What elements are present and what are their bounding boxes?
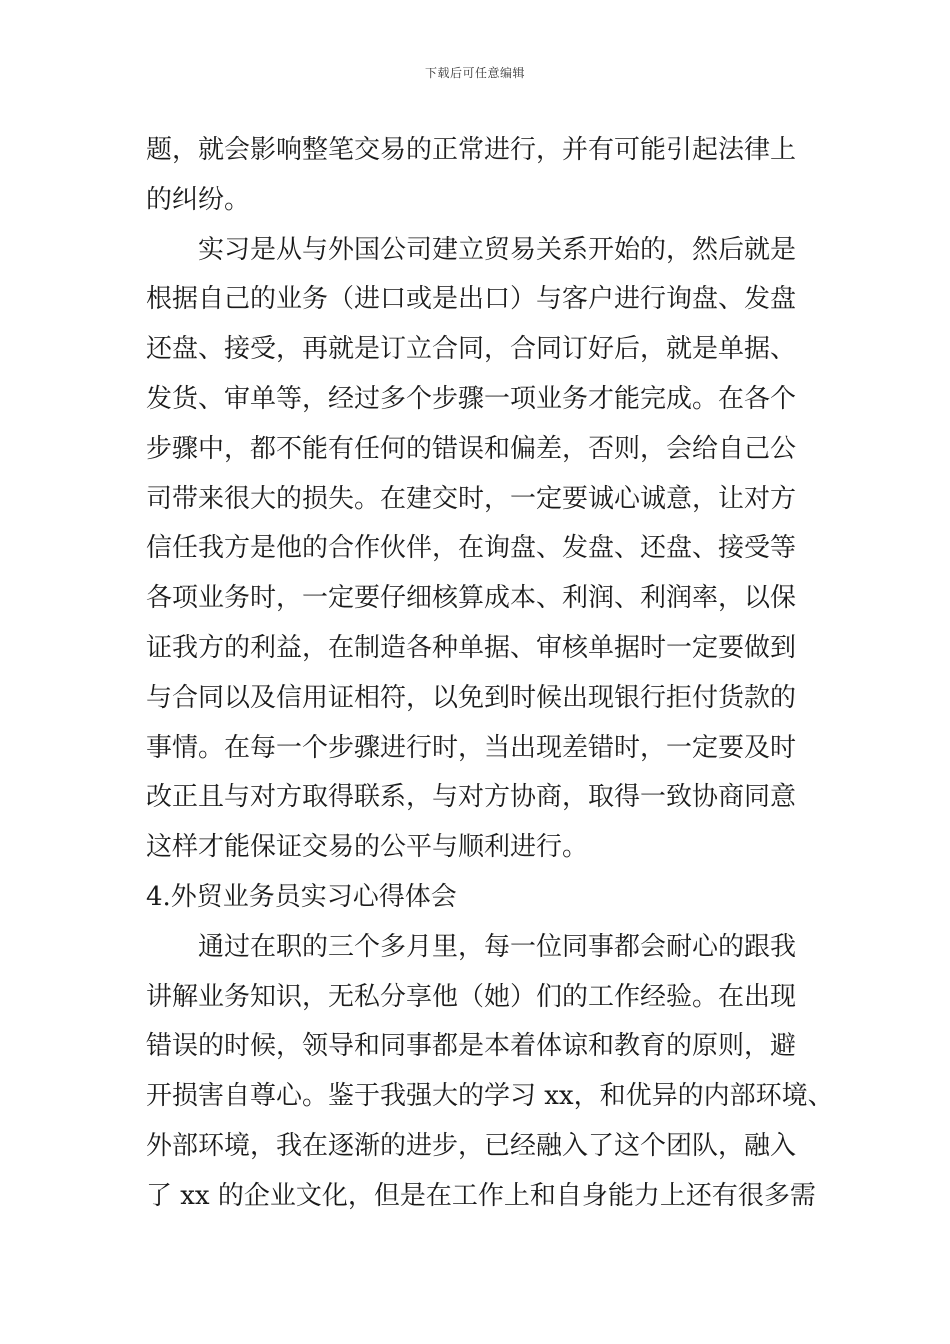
text-line: 这样才能保证交易的公平与顺利进行。 — [146, 832, 589, 863]
text-line: 的纠纷。 — [146, 184, 251, 215]
text-line: 根据自己的业务（进口或是出口）与客户进行询盘、发盘 — [146, 284, 797, 315]
text-line: 与合同以及信用证相符，以免到时候出现银行拒付货款的 — [146, 682, 797, 713]
text-line: 信任我方是他的合作伙伴，在询盘、发盘、还盘、接受等 — [146, 533, 797, 564]
text-line: 错误的时候，领导和同事都是本着体谅和教育的原则，避 — [146, 1031, 797, 1062]
text-line: 题，就会影响整笔交易的正常进行，并有可能引起法律上 — [146, 135, 797, 165]
text-line: 讲解业务知识，无私分享他（她）们的工作经验。在出现 — [146, 981, 797, 1012]
text-line: 外部环境，我在逐渐的进步，已经融入了这个团队，融入 — [146, 1130, 797, 1161]
text-line: 发货、审单等，经过多个步骤一项业务才能完成。在各个 — [146, 383, 797, 414]
text-line: 还盘、接受，再就是订立合同，合同订好后，就是单据、 — [146, 334, 797, 365]
text-line: 证我方的利益，在制造各种单据、审核单据时一定要做到 — [146, 632, 797, 663]
document-body — [146, 126, 834, 1222]
text-line: 了 xx 的企业文化，但是在工作上和自身能力上还有很多需 — [146, 1180, 816, 1211]
text-line: 开损害自尊心。鉴于我强大的学习 xx，和优异的内部环境、 — [146, 1081, 834, 1112]
text-line: 各项业务时，一定要仔细核算成本、利润、利润率，以保 — [146, 583, 797, 614]
section-heading: 4.外贸业务员实习心得体会 — [146, 881, 457, 912]
text-line: 事情。在每一个步骤进行时，当出现差错时，一定要及时 — [146, 732, 797, 763]
page-header: 下载后可任意编辑 — [424, 66, 525, 80]
text-line: 改正且与对方取得联系，与对方协商，取得一致协商同意 — [146, 782, 797, 813]
paragraph-start-line: 通过在职的三个多月里，每一位同事都会耐心的跟我 — [146, 931, 797, 962]
text-line: 司带来很大的损失。在建交时，一定要诚心诚意，让对方 — [146, 483, 797, 514]
paragraph-start-line: 实习是从与外国公司建立贸易关系开始的，然后就是 — [146, 234, 797, 265]
text-line: 步骤中，都不能有任何的错误和偏差，否则，会给自己公 — [146, 433, 797, 464]
